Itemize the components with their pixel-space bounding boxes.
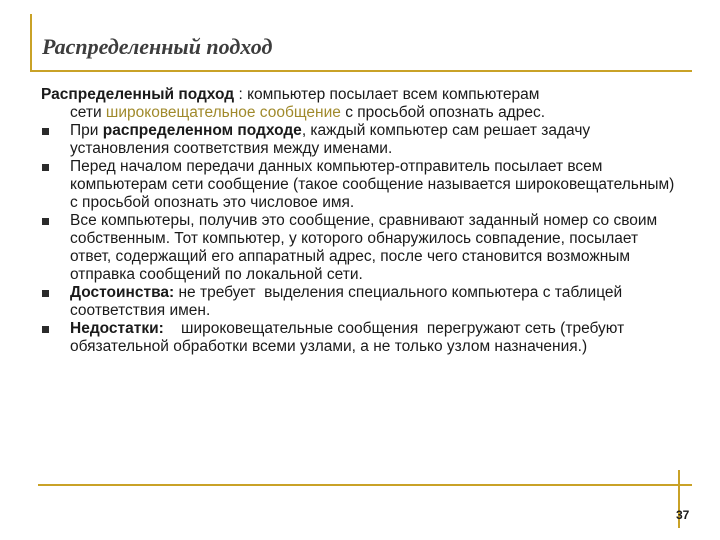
frame-top-vertical-line (30, 14, 32, 72)
intro-highlight: широковещательное сообщение (105, 104, 341, 121)
intro-text-c: с просьбой опознать адрес. (340, 104, 546, 121)
intro-paragraph (41, 86, 677, 122)
intro-text-b: сети (70, 104, 106, 121)
intro-term: Распределенный подход (41, 86, 235, 103)
bullet-text-bold: Достоинства: (70, 284, 175, 301)
frame-top-horizontal-line (30, 70, 692, 72)
bullet-text-pre: При (70, 122, 103, 139)
frame-bottom-horizontal-line (38, 484, 692, 486)
bullet-text-bold: Недостатки: (70, 320, 164, 337)
bullet-text-post: не требует выделения специального компьютера с таблицей соответствия имен. (70, 284, 627, 319)
bullet-item (41, 122, 677, 158)
bullet-item (41, 320, 677, 356)
slide-content (41, 86, 677, 356)
bullet-text-post: Перед началом передачи данных компьютер-отправитель посылает всем компьютерам сети сообщение (такое сообщение называется широковещательным) с просьбой опознать это числовое имя. (70, 158, 675, 211)
bullet-text-post: широковещательные сообщения перегружают сеть (требуют обязательной обработки всеми узлами, а не только узлом назначения.) (70, 320, 629, 355)
bullet-item (41, 284, 677, 320)
bullet-text-bold: распределенном подходе (102, 122, 302, 139)
square-bullet-icon (42, 290, 49, 297)
bullet-text-post: , каждый компьютер сам решает задачу установления соответствия между именами. (70, 122, 591, 157)
page-number: 37 (676, 508, 690, 522)
square-bullet-icon (42, 164, 49, 171)
intro-continuation (41, 104, 677, 122)
bullet-item (41, 212, 677, 284)
square-bullet-icon (42, 128, 49, 135)
square-bullet-icon (42, 326, 49, 333)
bullet-text-post: Все компьютеры, получив это сообщение, сравнивают заданный номер со своим собственным. Тот компьютер, у которого обнаружилось совпадение, посылает ответ, содержащий его аппаратный адрес, после чего становится возможным отправка сообщений по локальной сети. (70, 212, 658, 283)
square-bullet-icon (42, 218, 49, 225)
bullet-item (41, 158, 677, 212)
bullet-list (41, 122, 677, 356)
intro-text-a: : компьютер посылает всем компьютерам (234, 86, 540, 103)
slide-title: Распределенный подход (42, 34, 273, 59)
